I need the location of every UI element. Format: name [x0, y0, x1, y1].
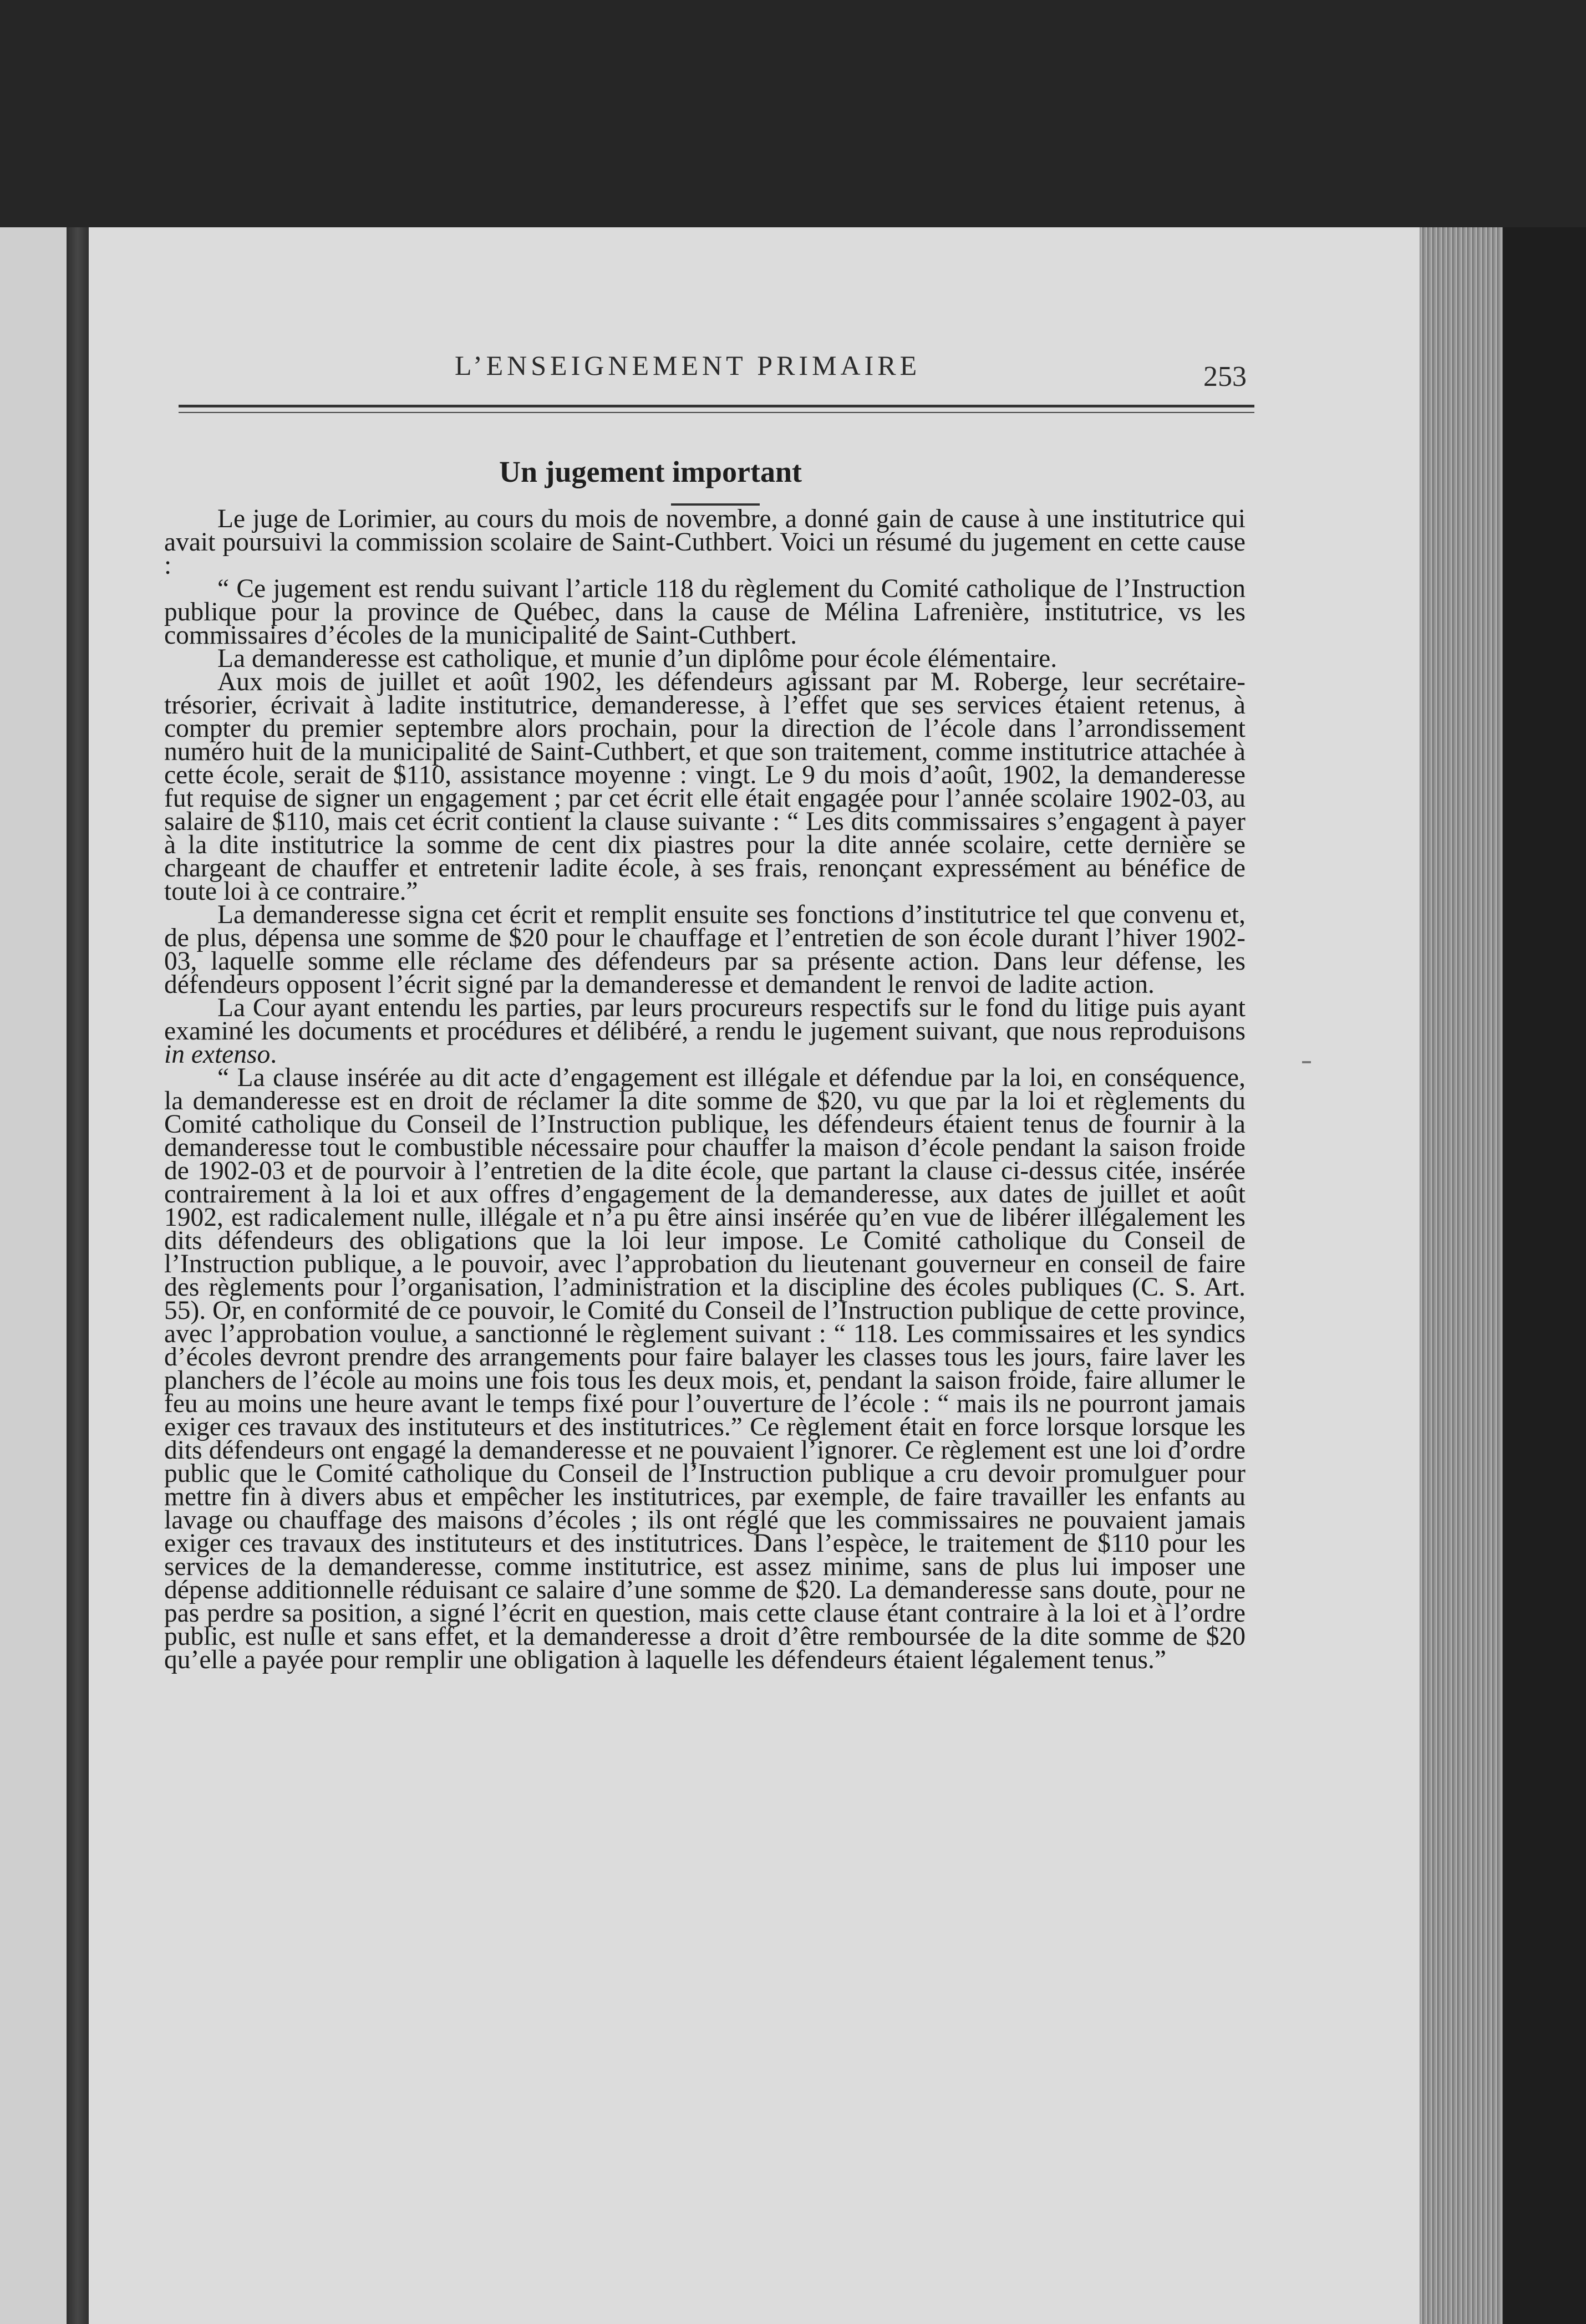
article-body: [164, 504, 1246, 1674]
paragraph: Le juge de Lorimier, au cours du mois de novembre, a donné gain de cause à une institutrice qui avait poursuivi la commission scolaire de Saint-Cuthbert. Voici un résumé du jugement en cette cause :: [164, 504, 1246, 580]
header-rule-thick: [179, 405, 1254, 407]
paragraph: La Cour ayant entendu les parties, par leurs procureurs respectifs sur le fond du litige puis ayant examiné les documents et procédures et délibéré, a rendu le jugement suivant, que nous reproduisons in extenso.: [164, 993, 1246, 1069]
margin-mark: [1302, 1061, 1311, 1063]
paragraph: La demanderesse signa cet écrit et remplit ensuite ses fonctions d’institutrice tel que convenu et, de plus, dépensa une somme de $20 pour le chauffage et l’entretien de son école durant l’hiver 1902-03, laquelle somme elle réclame des défendeurs par sa présente action. Dans leur défense, les défendeurs opposent l’écrit signé par la demanderesse et demandent le renvoi de ladite action.: [164, 900, 1246, 999]
paragraph: Aux mois de juillet et août 1902, les défendeurs agissant par M. Roberge, leur secrétaire-trésorier, écrivait à ladite institutrice, demanderesse, à l’effet que ses services étaient retenus, à compter du premier septembre alors prochain, pour la direction de l’école dans l’arrondissement numéro huit de la municipalité de Saint-Cuthbert, et que son traitement, comme institutrice attachée à cette école, serait de $110, assistance moyenne : vingt. Le 9 du mois d’août, 1902, la demanderesse fut requise de signer un engagement ; par cet écrit elle était engagée pour l’année scolaire 1902-03, au salaire de $110, mais cet écrit contient la clause suivante : “ Les dits commissaires s’engagent à payer à la dite institutrice la somme de cent dix piastres pour la dite année scolaire, cette dernière se chargeant de chauffer et entretenir ladite école, à ses frais, renonçant expressément au bénéfice de toute loi à ce contraire.”: [164, 667, 1246, 906]
running-head: L’ENSEIGNEMENT PRIMAIRE: [455, 350, 921, 381]
paragraph: La demanderesse est catholique, et munie d’un diplôme pour école élémentaire.: [217, 644, 1058, 673]
header-rule-thin: [179, 412, 1254, 413]
italic-phrase: in extenso: [164, 1040, 271, 1069]
page-number: 253: [1203, 361, 1247, 393]
scan-background-top: [0, 0, 1586, 227]
paragraph: “ La clause insérée au dit acte d’engagement est illégale et défendue par la loi, en conséquence, la demanderesse est en droit de réclamer la dite somme de $20, vu que par la loi et règlements du Comité catholique du Conseil de l’Instruction publique, les défendeurs étaient tenus de fournir à la demanderesse tout le combustible nécessaire pour chauffer la maison d’école pendant la saison froide de 1902-03 et de pourvoir à l’entretien de la dite école, que partant la clause ci-dessus citée, insérée contrairement à la loi et aux offres d’engagement de la demanderesse, aux dates de juillet et août 1902, est radicalement nulle, illégale et n’a pu être ainsi insérée qu’en vue de libérer illégalement les dits défendeurs des obligations que la loi leur impose. Le Comité catholique du Conseil de l’Instruction publique, a le pouvoir, avec l’approbation du lieutenant gouverneur en conseil de faire des règlements pour l’organisation, l’administration et la discipline des écoles publiques (C. S. Art. 55). Or, en conformité de ce pouvoir, le Comité du Conseil de l’Instruction publique de cette province, avec l’approbation voulue, a sanctionné le règlement suivant : “ 118. Les commissaires et les syndics d’écoles devront prendre des arrangements pour faire balayer les classes tous les jours, faire laver les planchers de l’école au moins une fois tous les deux mois, et, pendant la saison froide, faire allumer le feu au moins une heure avant le temps fixé pour l’ouverture de l’école : “ mais ils ne pourront jamais exiger ces travaux des instituteurs et des institutrices.” Ce règlement était en force lorsque lorsque les dits défendeurs ont engagé la demanderesse et ne pouvaient l’ignorer. Ce règlement est une loi d’ordre public que le Comité catholique du Conseil de l’Instruction publique a cru devoir promulguer pour mettre fin à divers abus et empêcher les institutrices, par exemple, de faire travailler les enfants au lavage ou chauffage des maisons d’écoles ; ils ont réglé que les commissaires ne pouvaient jamais exiger ces travaux des instituteurs et des institutrices. Dans l’espèce, le traitement de $110 pour les services de la demanderesse, comme institutrice, est assez minime, sans de plus lui imposer une dépense additionnelle réduisant ce salaire d’une somme de $20. La demanderesse sans doute, pour ne pas perdre sa position, a signé l’écrit en question, mais cette clause étant contraire à la loi et à l’ordre public, est nulle et sans effet, et la demanderesse a droit d’être remboursée de la dite somme de $20 qu’elle a payée pour remplir une obligation à laquelle les défendeurs étaient légalement tenus.”: [164, 1063, 1246, 1674]
facing-page-edge: [0, 227, 67, 2324]
article-title: Un jugement important: [499, 455, 802, 488]
scan-background-right: [1503, 227, 1586, 2324]
page-block-edge: [1420, 227, 1503, 2324]
book-gutter: [67, 227, 89, 2324]
paragraph: “ Ce jugement est rendu suivant l’article 118 du règlement du Comité catholique de l’Instruction publique pour la province de Québec, dans la cause de Mélina Lafrenière, institutrice, vs les commissaires d’écoles de la municipalité de Saint-Cuthbert.: [164, 574, 1246, 650]
